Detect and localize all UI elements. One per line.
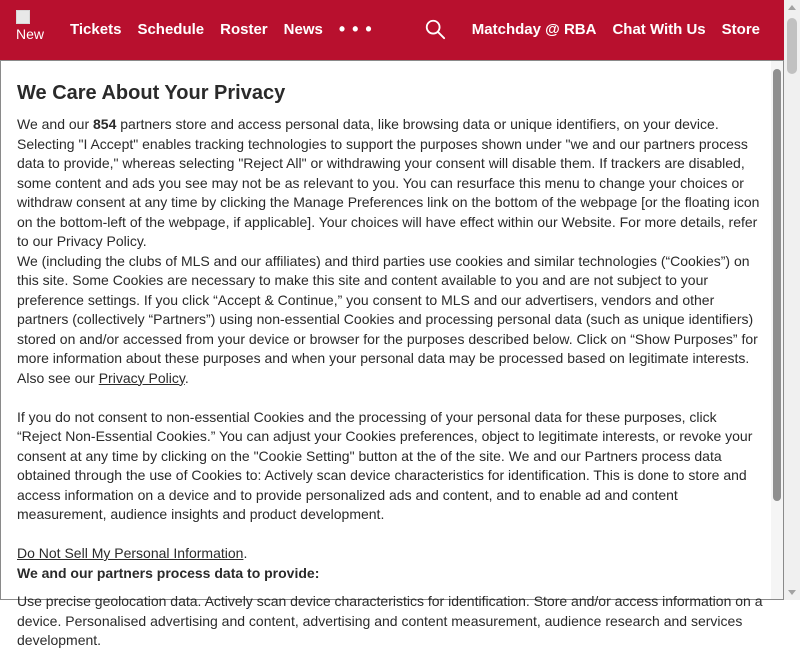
secondary-nav (424, 0, 760, 58)
page-scrollbar[interactable] (784, 0, 800, 600)
do-not-sell-line (17, 544, 763, 564)
p2-text-after: . (184, 369, 189, 386)
p1-text-after: partners store and access personal data, like browsing data or unique identifiers, on your device. Selecting "I Accept" enables tracking technologies to support the purposes shown under "we and our partners process data to provide," whereas selecting "Reject All" or withdrawing your consent will disable them. If trackers are disabled, some content and ads you see may not be as relevant to you. You can resurface this menu to change your choices or withdraw consent at any time by clicking the Manage Preferences link on the bottom of the webpage [or the floating icon on the bottom-left of the webpage, if applicable]. Your choices will have effect within our Website. For more details, refer to our Privacy Policy. (17, 116, 760, 249)
privacy-policy-link[interactable]: Privacy Policy (98, 369, 185, 386)
scroll-up-arrow-icon[interactable] (788, 5, 796, 10)
search-icon[interactable] (424, 18, 446, 40)
spacer (17, 525, 763, 545)
nav-item-schedule[interactable]: Schedule (137, 20, 205, 38)
do-not-sell-link[interactable]: Do Not Sell My Personal Information (17, 545, 244, 561)
p1-text-before: We and our (17, 116, 94, 132)
nav-item-tickets[interactable]: Tickets (70, 20, 122, 38)
scroll-down-arrow-icon[interactable] (788, 590, 796, 595)
nav-item-news[interactable]: News (283, 20, 323, 38)
p2-text-before: We (including the clubs of MLS and our affiliates) and third parties use cookies and similar technologies (“Cookies”) on this site. Some Cookies are necessary to make this site and content available to you and are not subject to your preference settings. If you click “Accept & Continue,” you consent to MLS and our advertisers, vendors and other partners (collectively “Partners”) using non-essential Cookies and processing personal data (such as unique identifiers) stored on and/or accessed from your device or browser for the purposes described below. Click on “Show Purposes” for more information about these purposes and when your personal data may be processed based on legitimate interests. Also see our (17, 252, 758, 386)
broken-image-icon (16, 10, 30, 24)
privacy-modal-content (17, 61, 763, 651)
page-scrollbar-thumb[interactable] (787, 18, 797, 74)
logo-alt-text: New (16, 26, 45, 42)
privacy-paragraph-2 (17, 252, 763, 389)
partner-count: 854 (93, 116, 117, 132)
spacer-small (17, 583, 763, 592)
top-navbar (0, 0, 800, 60)
club-logo[interactable] (16, 10, 50, 44)
more-menu-button[interactable]: • • • (338, 18, 373, 39)
privacy-paragraph-1 (17, 115, 763, 252)
nav-item-store[interactable]: Store (721, 20, 760, 38)
nav-item-roster[interactable]: Roster (220, 20, 268, 38)
privacy-paragraph-3: If you do not consent to non-essential Cookies and the processing of your personal data for these purposes, click “Reject Non-Essential Cookies.” You can adjust your Cookies preferences, object to legitimate interests, or revoke your consent at any time by clicking on the "Cookie Setting" button at the of the site. We and our Partners process data obtained through the use of Cookies to: Actively scan device characteristics for identification. This is done to store and access information on a device and to provide personalized ads and content, and to enable ad and content measurement, audience insights and product development. (17, 408, 753, 522)
modal-scrollbar[interactable] (771, 61, 783, 599)
do-not-sell-after: . (243, 545, 248, 561)
purposes-subheading: We and our partners process data to provide: (17, 564, 320, 581)
purposes-paragraph: Use precise geolocation data. Actively scan device characteristics for identification. Store and/or access information on a device. Personalised advertising and content, advertising and content measurement, audience research and services development. (17, 593, 763, 648)
privacy-title: We Care About Your Privacy (17, 82, 286, 104)
primary-nav (70, 0, 373, 58)
nav-item-matchday[interactable]: Matchday @ RBA (471, 20, 597, 38)
privacy-modal (0, 60, 784, 648)
modal-scrollbar-thumb[interactable] (773, 69, 781, 501)
nav-item-chat[interactable]: Chat With Us (612, 20, 706, 38)
